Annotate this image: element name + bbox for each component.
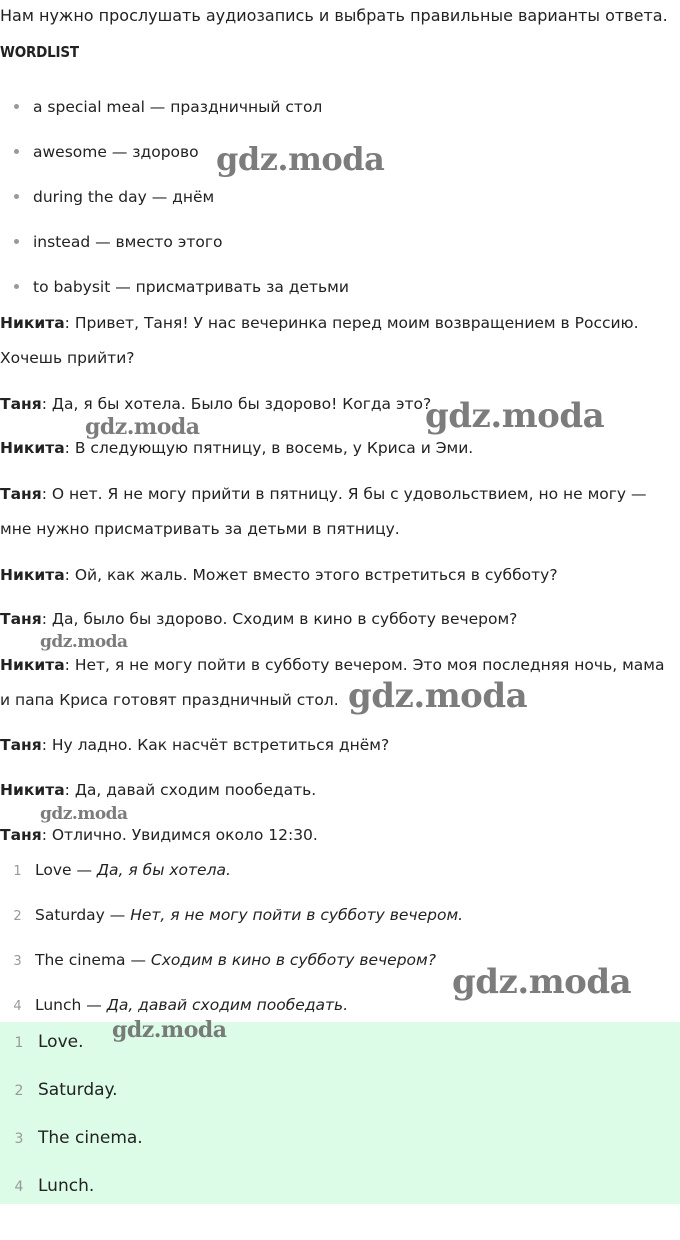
final-answer-item: 3 The cinema. [0, 1128, 143, 1148]
speaker-name: Никита [0, 656, 65, 674]
dialogue-line: Таня: Да, было бы здорово. Сходим в кино в субботу вечером? [0, 610, 518, 628]
speaker-name: Никита [0, 566, 65, 584]
wordlist-item: a special meal — праздничный стол [14, 98, 322, 116]
speaker-name: Таня [0, 485, 42, 503]
item-number: 2 [13, 909, 22, 924]
watermark: gdz.moda [40, 804, 128, 824]
dialogue-line: Никита: Нет, я не могу пойти в субботу вечером. Это моя последняя ночь, мама [0, 656, 665, 674]
bullet-icon [14, 104, 19, 109]
watermark: gdz.moda [216, 140, 385, 178]
item-number: 1 [14, 1035, 24, 1051]
final-answer-item: 4 Lunch. [0, 1176, 94, 1196]
speaker-name: Таня [0, 826, 42, 844]
watermark: gdz.moda [85, 414, 200, 440]
wordlist-item: instead — вместо этого [14, 233, 222, 251]
speaker-name: Таня [0, 395, 42, 413]
watermark: gdz.moda [452, 962, 632, 1002]
item-number: 3 [14, 1131, 24, 1147]
dialogue-line: Никита: В следующую пятницу, в восемь, у Криса и Эми. [0, 439, 474, 457]
dialogue-line: Таня: Отлично. Увидимся около 12:30. [0, 826, 318, 844]
wordlist-item: during the day — днём [14, 188, 214, 206]
speaker-name: Никита [0, 439, 65, 457]
dialogue-line: Таня: Ну ладно. Как насчёт встретиться днём? [0, 736, 390, 754]
speaker-name: Таня [0, 736, 42, 754]
item-number: 2 [14, 1083, 24, 1099]
item-number: 1 [13, 864, 22, 879]
dialogue-line-cont: и папа Криса готовят праздничный стол. [0, 691, 339, 709]
item-number: 4 [14, 1179, 24, 1195]
answer-box [0, 1022, 680, 1204]
speaker-name: Никита [0, 314, 65, 332]
wordlist-item: to babysit — присматривать за детьми [14, 278, 349, 296]
bullet-icon [14, 239, 19, 244]
dialogue-line-cont: Хочешь прийти? [0, 349, 135, 367]
answer-explained-item: 2 Saturday — Нет, я не могу пойти в субботу вечером. [0, 906, 463, 924]
bullet-icon [14, 194, 19, 199]
dialogue-line: Таня: О нет. Я не могу прийти в пятницу. Я бы с удовольствием, но не могу — [0, 485, 647, 503]
dialogue-line: Таня: Да, я бы хотела. Было бы здорово! Когда это? [0, 395, 432, 413]
answer-explained-item: 4 Lunch — Да, давай сходим пообедать. [0, 996, 348, 1014]
watermark: gdz.moda [348, 676, 528, 716]
answer-explained-item: 1 Love — Да, я бы хотела. [0, 861, 231, 879]
wordlist-item: awesome — здорово [14, 143, 199, 161]
item-number: 4 [13, 999, 22, 1014]
speaker-name: Никита [0, 781, 65, 799]
wordlist-title: WORDLIST [0, 43, 79, 61]
dialogue-line: Никита: Привет, Таня! У нас вечеринка перед моим возвращением в Россию. [0, 314, 639, 332]
final-answer-item: 2 Saturday. [0, 1080, 118, 1100]
dialogue-line: Никита: Ой, как жаль. Может вместо этого встретиться в субботу? [0, 566, 558, 584]
dialogue-line: Никита: Да, давай сходим пообедать. [0, 781, 317, 799]
bullet-icon [14, 284, 19, 289]
watermark: gdz.moda [40, 632, 128, 652]
speaker-name: Таня [0, 610, 42, 628]
answer-explained-item: 3 The cinema — Сходим в кино в субботу вечером? [0, 951, 436, 969]
bullet-icon [14, 149, 19, 154]
watermark: gdz.moda [112, 1017, 227, 1043]
dialogue-line-cont: мне нужно присматривать за детьми в пятницу. [0, 520, 400, 538]
task-intro: Нам нужно прослушать аудиозапись и выбрать правильные варианты ответа. [0, 6, 668, 25]
watermark: gdz.moda [425, 396, 605, 436]
item-number: 3 [13, 954, 22, 969]
final-answer-item: 1 Love. [0, 1032, 84, 1052]
